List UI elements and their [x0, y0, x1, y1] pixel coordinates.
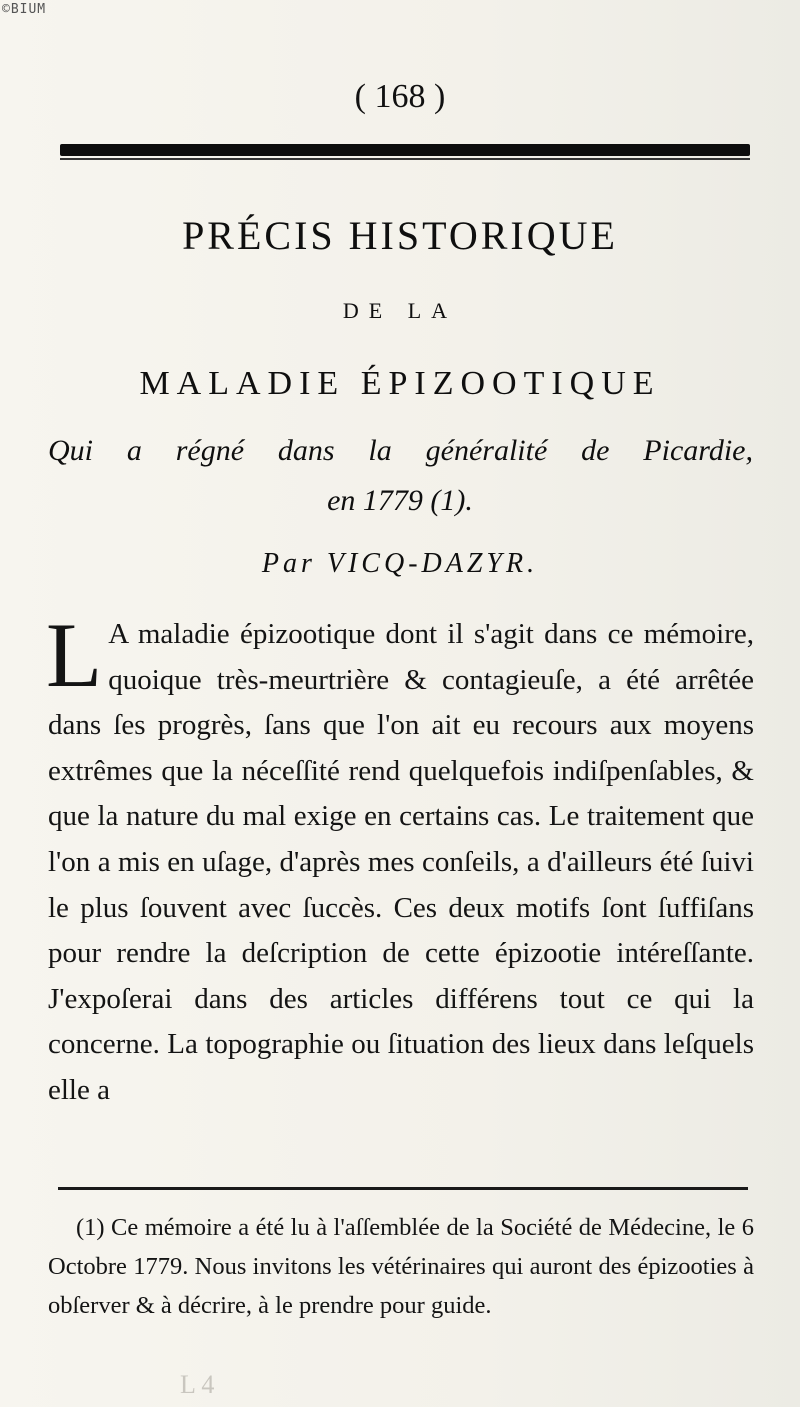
title-line-1: PRÉCIS HISTORIQUE: [182, 213, 618, 258]
title-line-2: DE LA: [342, 298, 458, 323]
signature-mark: L 4: [180, 1370, 215, 1399]
header-rule: [60, 144, 750, 156]
watermark: ©BIUM: [2, 2, 47, 17]
author-line: Par VICQ-DAZYR.: [261, 548, 539, 579]
footnote-rule: [58, 1187, 748, 1190]
body-text: A maladie épizootique dont il s'agit dans ce mémoire, quoique très-meurtrière & contagieuſe, a été arrêtée dans ſes progrès, ſans que l'on ait eu recours aux moyens extrêmes que la néceſſité rend quelquefois indiſpenſables, & que la nature du mal exige en certains cas. Le traitement que l'on a mis en uſage, d'après mes conſeils, a d'ailleurs été ſuivi le plus ſouvent avec ſuccès. Ces deux motifs ſont ſuffiſans pour rendre la deſcription de cette épizootie intéreſſante. J'expoſerai dans des articles différens tout ce qui la concerne. La topographie ou ſituation des lieux dans leſquels elle a: [48, 618, 754, 1106]
subtitle-line: Qui a régné dans la généralité de Picardie,: [48, 434, 753, 467]
drop-cap: L: [46, 604, 103, 706]
body-paragraph: [46, 604, 754, 1114]
page-number: ( 168 ): [354, 78, 446, 115]
subtitle-date: en 1779 (1).: [327, 484, 473, 517]
footnote: (1) Ce mémoire a été lu à l'aſſemblée de la Société de Médecine, le 6 Octobre 1779. Nous invitons les vétérinaires qui auront des épizooties à obſerver & à décrire, à le prendre pour guide.: [48, 1214, 754, 1319]
title-line-3: MALADIE ÉPIZOOTIQUE: [139, 365, 661, 402]
